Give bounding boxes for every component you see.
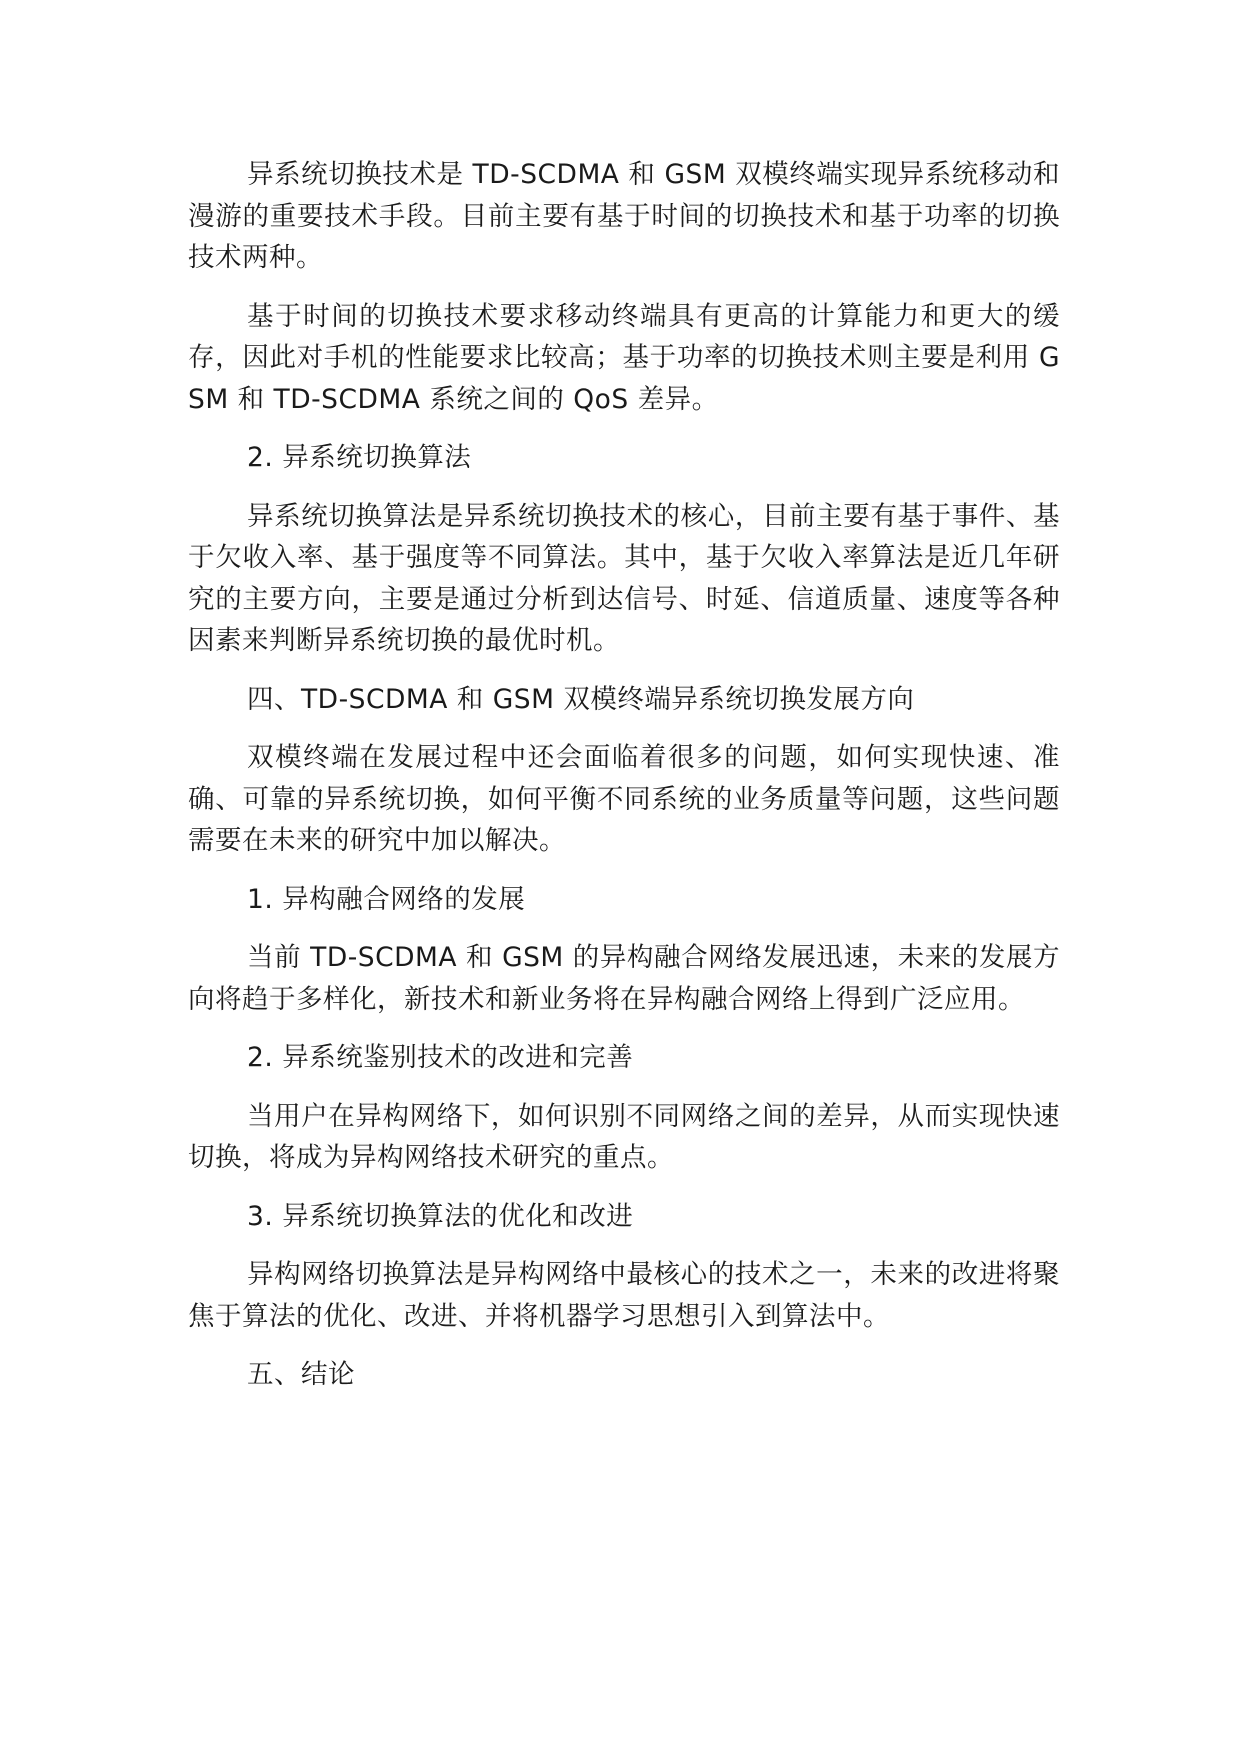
paragraph-switching-tech-intro: 异系统切换技术是 TD-SCDMA 和 GSM 双模终端实现异系统移动和漫游的重要技术手段。目前主要有基于时间的切换技术和基于功率的切换技术两种。 <box>188 159 1060 273</box>
heading-heterogeneous-network: 1. 异构融合网络的发展 <box>247 883 526 915</box>
paragraph-time-vs-power: 基于时间的切换技术要求移动终端具有更高的计算能力和更大的缓存，因此对手机的性能要求比较高；基于功率的切换技术则主要是利用 GSM 和 TD-SCDMA 系统之间的 QoS 差异。 <box>188 300 1060 415</box>
paragraph-heterogeneous-development: 当前 TD-SCDMA 和 GSM 的异构融合网络发展迅速，未来的发展方向将趋于多样化，新技术和新业务将在异构融合网络上得到广泛应用。 <box>188 942 1060 1015</box>
paragraph-dual-mode-problems: 双模终端在发展过程中还会面临着很多的问题，如何实现快速、准确、可靠的异系统切换，如何平衡不同系统的业务质量等问题，这些问题需要在未来的研究中加以解决。 <box>188 742 1060 856</box>
heading-conclusion: 五、结论 <box>247 1359 355 1390</box>
paragraph-algorithm-optimization: 异构网络切换算法是异构网络中最核心的技术之一，未来的改进将聚焦于算法的优化、改进、并将机器学习思想引入到算法中。 <box>188 1259 1060 1332</box>
heading-switching-algorithm: 2. 异系统切换算法 <box>247 442 472 473</box>
heading-section-four: 四、TD-SCDMA 和 GSM 双模终端异系统切换发展方向 <box>247 683 915 715</box>
paragraph-identification-tech: 当用户在异构网络下，如何识别不同网络之间的差异，从而实现快速切换，将成为异构网络技术研究的重点。 <box>188 1100 1060 1173</box>
paragraph-algorithm-core: 异系统切换算法是异系统切换技术的核心，目前主要有基于事件、基于欠收入率、基于强度等不同算法。其中，基于欠收入率算法是近几年研究的主要方向，主要是通过分析到达信号、时延、信道质量、速度等各种因素来判断异系统切换的最优时机。 <box>188 500 1060 656</box>
document-body <box>188 154 1060 1413</box>
heading-algorithm-optimization: 3. 异系统切换算法的优化和改进 <box>247 1200 634 1232</box>
heading-identification-tech: 2. 异系统鉴别技术的改进和完善 <box>247 1042 634 1073</box>
